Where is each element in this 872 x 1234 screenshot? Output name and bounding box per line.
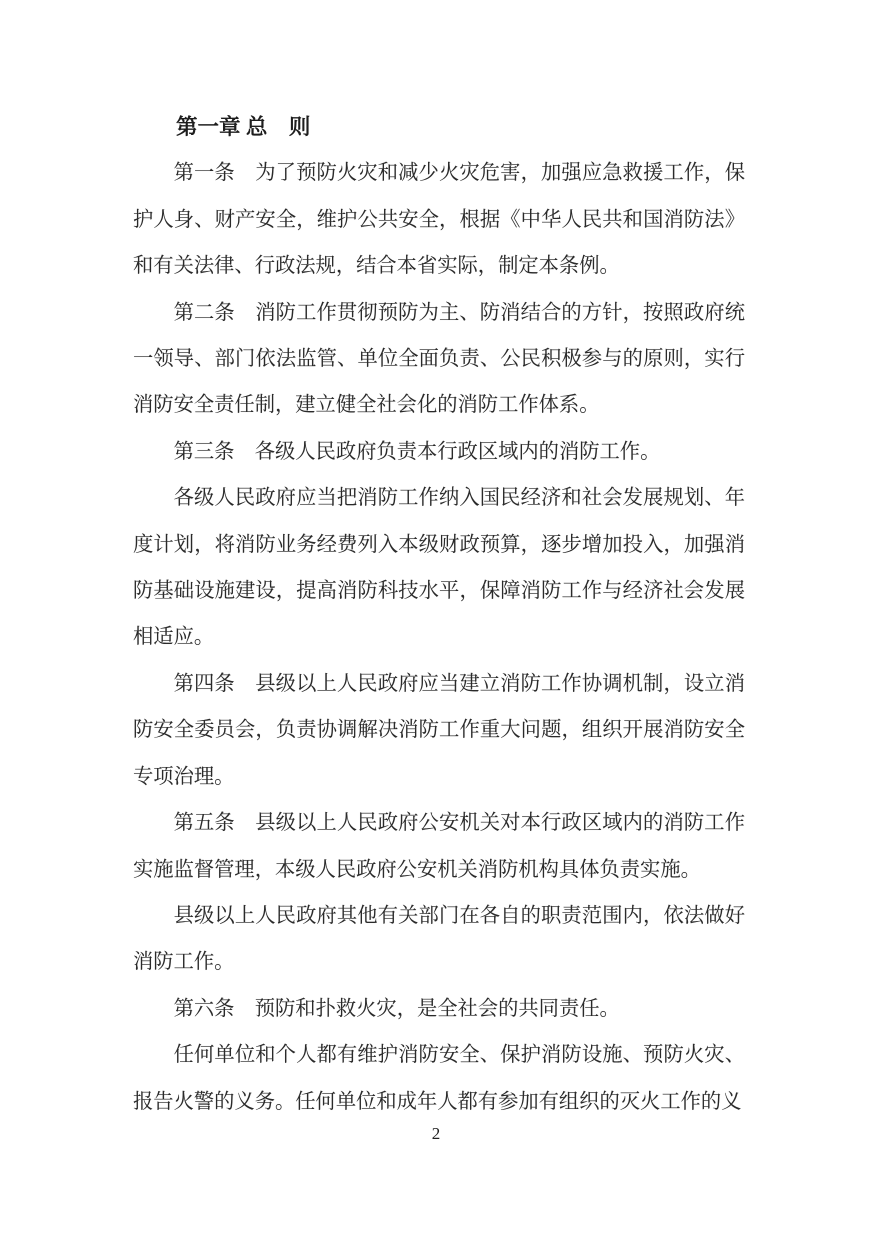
article-4-paragraph: 第四条 县级以上人民政府应当建立消防工作协调机制，设立消防安全委员会，负责协调解决消防工作重大问题，组织开展消防安全专项治理。 bbox=[133, 672, 745, 788]
chapter-heading: 第一章 总 则 bbox=[176, 115, 311, 139]
article-2-paragraph: 第二条 消防工作贯彻预防为主、防消结合的方针，按照政府统一领导、部门依法监管、单位全面负责、公民积极参与的原则，实行消防安全责任制，建立健全社会化的消防工作体系。 bbox=[133, 301, 745, 417]
article-3-paragraph: 第三条 各级人民政府负责本行政区域内的消防工作。 bbox=[173, 440, 661, 463]
article-5-continuation-paragraph: 县级以上人民政府其他有关部门在各自的职责范围内，依法做好消防工作。 bbox=[133, 904, 745, 974]
article-6-continuation-paragraph: 任何单位和个人都有维护消防安全、保护消防设施、预防火灾、报告火警的义务。任何单位和成年人都有参加有组织的灭火工作的义 bbox=[133, 1044, 745, 1113]
article-6-paragraph: 第六条 预防和扑救火灾，是全社会的共同责任。 bbox=[173, 997, 620, 1020]
article-5-paragraph: 第五条 县级以上人民政府公安机关对本行政区域内的消防工作实施监督管理，本级人民政府公安机关消防机构具体负责实施。 bbox=[133, 812, 745, 881]
article-3-continuation-paragraph: 各级人民政府应当把消防工作纳入国民经济和社会发展规划、年度计划，将消防业务经费列入本级财政预算，逐步增加投入，加强消防基础设施建设，提高消防科技水平，保障消防工作与经济社会发展相适应。 bbox=[133, 487, 745, 649]
document-body bbox=[133, 104, 745, 1125]
article-1-paragraph: 第一条 为了预防火灾和减少火灾危害，加强应急救援工作，保护人身、财产安全，维护公共安全，根据《中华人民共和国消防法》和有关法律、行政法规，结合本省实际，制定本条例。 bbox=[133, 162, 745, 278]
page-number: 2 bbox=[431, 1124, 441, 1143]
